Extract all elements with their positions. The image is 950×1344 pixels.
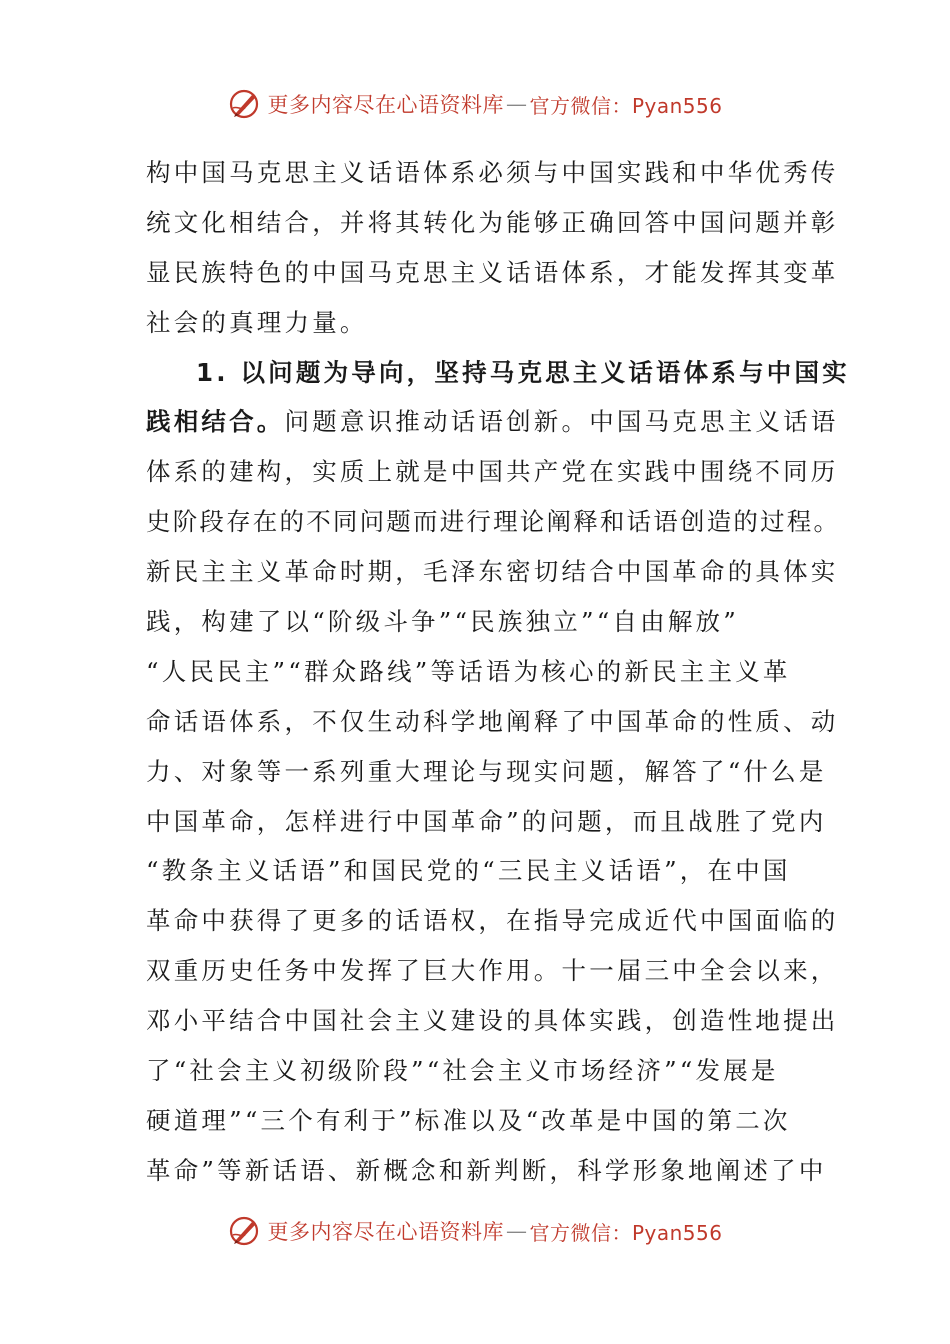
text-line: 体系的建构，实质上就是中国共产党在实践中围绕不同历 (146, 457, 839, 487)
pen-logo-icon (227, 1213, 263, 1249)
text-line: 双重历史任务中发挥了巨大作用。十一届三中全会以来， (146, 956, 839, 986)
text-line: 史阶段存在的不同问题而进行理论阐释和话语创造的过程。 (146, 507, 841, 537)
text-line: 显民族特色的中国马克思主义话语体系，才能发挥其变革 (146, 257, 839, 287)
watermark-wechat: 官方微信：Pyan556 (529, 93, 723, 118)
watermark-separator: — (505, 1219, 528, 1243)
watermark-separator: — (505, 92, 528, 116)
text-line-content: 问题意识推动话语创新。中国马克思主义话语 (284, 407, 839, 437)
text-line: 革命中获得了更多的话语权，在指导完成近代中国面临的 (146, 906, 839, 936)
document-body (146, 148, 850, 1196)
text-line: 中国革命，怎样进行中国革命”的问题，而且战胜了党内 (146, 806, 827, 836)
text-line: “人民民主”“群众路线”等话语为核心的新民主主义革 (146, 656, 791, 686)
section-heading: 1. 以问题为导向，坚持马克思主义话语体系与中国实 (196, 357, 850, 387)
header-watermark (0, 84, 950, 124)
watermark-wechat: 官方微信：Pyan556 (529, 1220, 723, 1245)
text-line: 命话语体系，不仅生动科学地阐释了中国革命的性质、动 (146, 706, 839, 736)
text-line: 力、对象等一系列重大理论与现实问题，解答了“什么是 (146, 756, 827, 786)
text-line: 新民主主义革命时期，毛泽东密切结合中国革命的具体实 (146, 557, 839, 587)
text-line: 践，构建了以“阶级斗争”“民族独立”“自由解放” (146, 607, 739, 637)
text-line: 构中国马克思主义话语体系必须与中国实践和中华优秀传 (146, 158, 839, 187)
pen-logo-icon (227, 86, 263, 122)
text-line: 了“社会主义初级阶段”“社会主义市场经济”“发展是 (146, 1056, 779, 1086)
text-line: “教条主义话语”和国民党的“三民主义话语”，在中国 (146, 856, 791, 886)
text-line: 邓小平结合中国社会主义建设的具体实践，创造性地提出 (146, 1006, 839, 1036)
section-heading-continuation: 践相结合。 (146, 407, 285, 437)
text-line: 硬道理”“三个有利于”标准以及“改革是中国的第二次 (146, 1105, 791, 1135)
text-line: 统文化相结合，并将其转化为能够正确回答中国问题并彰 (146, 207, 839, 237)
watermark-brand: 更多内容尽在心语资料库 (267, 1220, 504, 1244)
text-line: 革命”等新话语、新概念和新判断，科学形象地阐述了中 (146, 1155, 827, 1185)
text-line: 社会的真理力量。 (146, 307, 368, 337)
footer-watermark (0, 1211, 950, 1251)
watermark-brand: 更多内容尽在心语资料库 (267, 93, 504, 117)
text-line (146, 397, 839, 447)
